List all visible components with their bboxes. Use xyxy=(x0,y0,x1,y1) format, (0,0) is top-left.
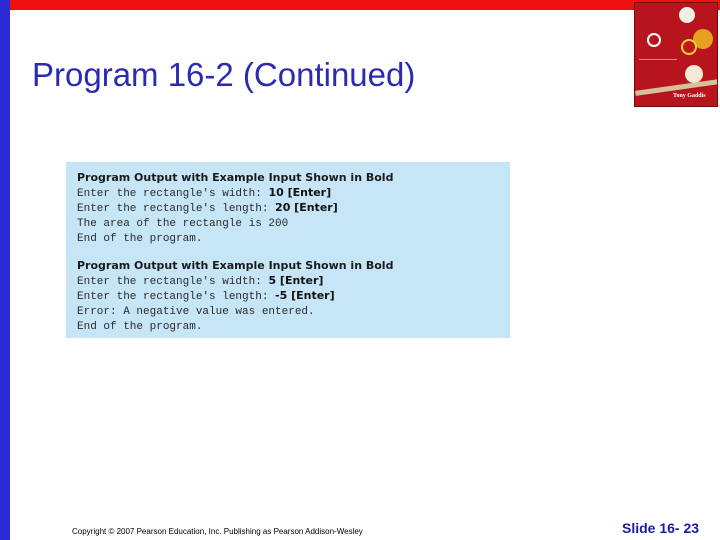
slide-title: Program 16-2 (Continued) xyxy=(32,56,416,93)
output-text: Enter the rectangle's length: xyxy=(77,291,276,303)
cover-subtitle-lines xyxy=(639,59,677,74)
output-text: Error: A negative value was entered. xyxy=(77,306,315,318)
billiard-ball-icon xyxy=(681,39,697,55)
user-input: 20 [Enter] xyxy=(275,201,338,214)
left-accent-bar xyxy=(0,0,10,540)
output-section xyxy=(77,258,510,333)
output-text: Enter the rectangle's width: xyxy=(77,188,269,200)
output-text: Enter the rectangle's width: xyxy=(77,276,269,288)
user-input: 10 [Enter] xyxy=(268,186,332,199)
output-line xyxy=(77,303,510,318)
output-line xyxy=(77,200,510,215)
book-author: Tony Gaddis xyxy=(673,93,706,99)
output-heading: Program Output with Example Input Shown in Bold xyxy=(77,171,394,184)
slide-number: Slide 16- 23 xyxy=(622,520,700,536)
program-output-box xyxy=(66,162,510,338)
user-input: -5 [Enter] xyxy=(275,289,335,302)
output-text: Enter the rectangle's length: xyxy=(77,203,276,215)
output-line xyxy=(77,230,510,245)
output-line xyxy=(77,185,510,200)
output-line xyxy=(77,273,510,288)
output-line xyxy=(77,288,510,303)
output-text: The area of the rectangle is 200 xyxy=(77,218,289,230)
output-line xyxy=(77,318,510,333)
billiard-ball-icon xyxy=(647,33,661,47)
output-text: End of the program. xyxy=(77,321,203,333)
user-input: 5 [Enter] xyxy=(268,274,324,287)
cue-ball-icon xyxy=(679,7,695,23)
billiard-ball-icon xyxy=(685,65,703,83)
output-section xyxy=(77,170,510,245)
copyright-notice: Copyright © 2007 Pearson Education, Inc. Publishing as Pearson Addison-Wesley xyxy=(72,527,363,536)
book-cover-image xyxy=(634,2,718,107)
output-text: End of the program. xyxy=(77,233,203,245)
top-accent-bar xyxy=(0,0,720,10)
output-heading: Program Output with Example Input Shown in Bold xyxy=(77,259,394,272)
output-line xyxy=(77,215,510,230)
